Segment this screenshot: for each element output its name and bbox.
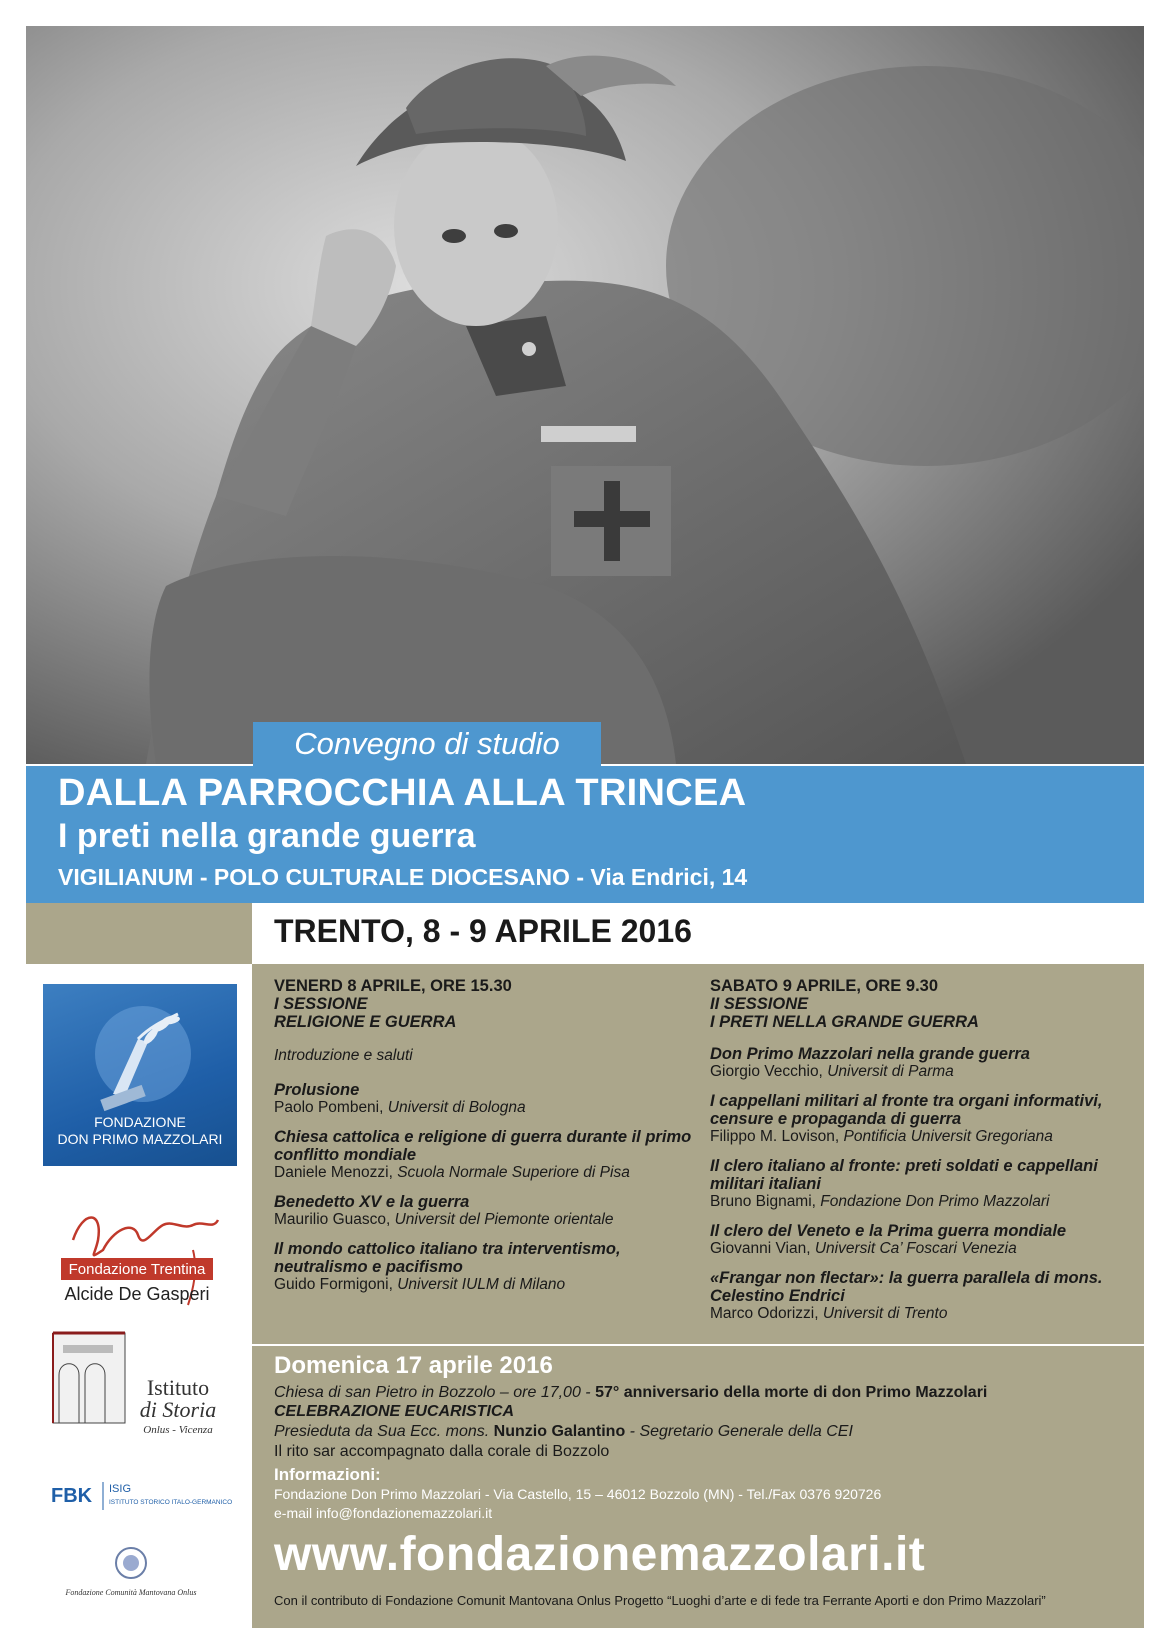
website-url[interactable]: www.fondazionemazzolari.it — [274, 1528, 926, 1581]
event-date: TRENTO, 8 - 9 APRILE 2016 — [274, 913, 692, 949]
sunday-line-3: Presieduta da Sua Ecc. mons. Nunzio Galantino - Segretario Generale della CEI — [274, 1423, 853, 1440]
talk-title: Il clero del Veneto e la Prima guerra mondiale — [710, 1222, 1067, 1240]
emblem-icon — [43, 1545, 237, 1605]
khaki-corner — [26, 903, 252, 964]
building-icon — [43, 1325, 237, 1440]
section-divider — [252, 1344, 1144, 1346]
talk-title: Il clero italiano al fronte: preti soldati e cappellani militari italiani — [710, 1157, 1098, 1193]
saturday-session: II SESSIONE — [710, 995, 809, 1013]
talk-speaker: Giorgio Vecchio, Universit di Parma — [710, 1063, 954, 1080]
talk-speaker: Marco Odorizzi, Universit di Trento — [710, 1305, 948, 1322]
logo-name-text: Istituto — [146, 1375, 210, 1400]
logo-name-text: Alcide De Gasperi — [64, 1284, 210, 1304]
comunita-mantovana-logo — [43, 1545, 237, 1605]
talk-item — [274, 1081, 694, 1117]
talk-item — [274, 1240, 694, 1294]
info-title: Informazioni: — [274, 1465, 381, 1484]
logo-sub-text: Onlus - Vicenza — [143, 1424, 213, 1436]
svg-text:FBK: FBK — [51, 1485, 93, 1507]
talk-item — [274, 1128, 694, 1182]
friday-program — [274, 977, 694, 1294]
talk-item — [710, 1269, 1130, 1323]
logo-code-text: ISIG — [109, 1483, 132, 1495]
secondary-title: I preti nella grande guerra — [58, 817, 476, 855]
talk-title: Benedetto XV e la guerra — [274, 1193, 470, 1211]
talk-title: I cappellani militari al fronte tra organi informativi, censure e propaganda di guerra — [710, 1092, 1103, 1128]
hero-photo — [26, 26, 1144, 764]
talk-item — [274, 1193, 694, 1229]
sunday-celebration: CELEBRAZIONE EUCARISTICA — [274, 1403, 515, 1420]
talk-item — [710, 1092, 1130, 1146]
logo-name-text: Fondazione Comunità Mantovana Onlus — [65, 1588, 197, 1597]
talk-speaker: Giovanni Vian, Universit Ca’ Foscari Venezia — [710, 1240, 1017, 1257]
sunday-title: Domenica 17 aprile 2016 — [274, 1352, 553, 1379]
logo-name-text: ISTITUTO STORICO ITALO-GERMANICO — [109, 1499, 233, 1506]
friday-session-title: RELIGIONE E GUERRA — [274, 1013, 457, 1031]
talk-speaker: Guido Formigoni, Universit IULM di Milano — [274, 1276, 566, 1293]
event-type-subtitle: Convegno di studio — [294, 726, 560, 761]
venue-line: VIGILIANUM - POLO CULTURALE DIOCESANO - Via Endrici, 14 — [58, 864, 748, 890]
talk-title: Il mondo cattolico italiano tra interventismo, neutralismo e pacifismo — [274, 1240, 621, 1276]
talk-speaker: Filippo M. Lovison, Pontificia Universit Gregoriana — [710, 1128, 1053, 1145]
talk-speaker: Maurilio Guasco, Universit del Piemonte orientale — [274, 1211, 614, 1228]
talk-title: Don Primo Mazzolari nella grande guerra — [710, 1045, 1030, 1063]
talk-speaker: Paolo Pombeni, Universit di Bologna — [274, 1099, 526, 1116]
contribution-note: Con il contributo di Fondazione Comunit Mantovana Onlus Progetto “Luoghi d’arte e di fede tra Ferrante Aporti e don Primo Mazzolari” — [274, 1593, 1046, 1608]
mazzolari-foundation-logo — [43, 984, 237, 1166]
talk-speaker: Bruno Bignami, Fondazione Don Primo Mazzolari — [710, 1193, 1050, 1210]
logo-text: DON PRIMO MAZZOLARI — [57, 1131, 223, 1147]
fbk-icon — [43, 1480, 237, 1512]
friday-intro: Introduzione e saluti — [274, 1047, 413, 1064]
talk-item — [710, 1157, 1130, 1211]
isig-fbk-logo — [43, 1480, 237, 1512]
istituto-storia-logo — [43, 1325, 237, 1440]
talk-speaker: Daniele Menozzi, Scuola Normale Superiore di Pisa — [274, 1164, 630, 1181]
saturday-session-title: I PRETI NELLA GRANDE GUERRA — [710, 1013, 979, 1031]
sunday-line-1: Chiesa di san Pietro in Bozzolo – ore 17,00 - 57° anniversario della morte di don Primo Mazzolari — [274, 1384, 988, 1401]
talk-title: Prolusione — [274, 1081, 360, 1099]
logo-band-text: Fondazione Trentina — [68, 1261, 206, 1278]
friday-session: I SESSIONE — [274, 995, 368, 1013]
sunday-line-4: Il rito sar accompagnato dalla corale di Bozzolo — [274, 1443, 610, 1460]
logo-text: FONDAZIONE — [94, 1114, 186, 1130]
friday-heading: VENERD 8 APRILE, ORE 15.30 — [274, 977, 512, 995]
talk-item — [710, 1045, 1130, 1081]
info-email[interactable]: e-mail info@fondazionemazzolari.it — [274, 1505, 493, 1521]
soldier-portrait-image — [26, 26, 1144, 764]
saturday-program — [710, 977, 1130, 1323]
talk-title: «Frangar non flectar»: la guerra parallela di mons. Celestino Endrici — [710, 1269, 1103, 1305]
degasperi-foundation-logo — [43, 1200, 237, 1310]
talk-item — [710, 1222, 1130, 1258]
logo-name-text: di Storia — [139, 1397, 217, 1422]
signature-icon — [43, 1200, 237, 1310]
main-title: DALLA PARROCCHIA ALLA TRINCEA — [58, 772, 747, 814]
saturday-heading: SABATO 9 APRILE, ORE 9.30 — [710, 977, 939, 995]
info-address: Fondazione Don Primo Mazzolari - Via Castello, 15 – 46012 Bozzolo (MN) - Tel./Fax 0376 920726 — [274, 1486, 882, 1502]
talk-title: Chiesa cattolica e religione di guerra durante il primo conflitto mondiale — [274, 1128, 692, 1164]
